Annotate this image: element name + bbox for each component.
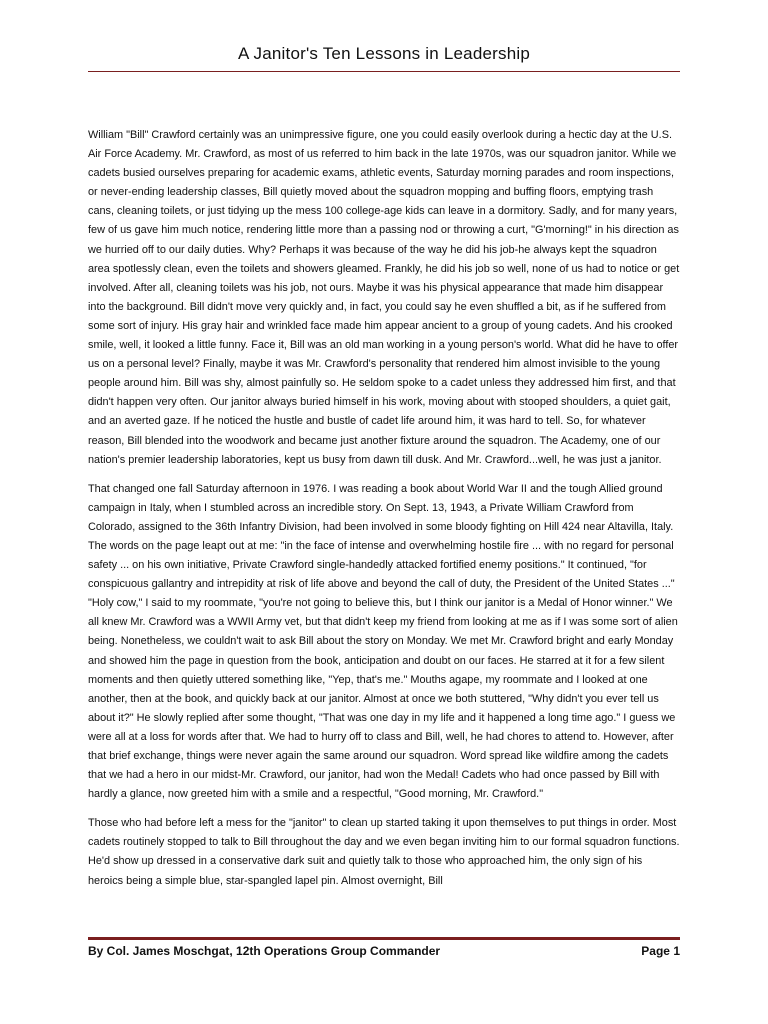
paragraph: That changed one fall Saturday afternoon in 1976. I was reading a book about World War II and the tough Allied ground campaign in Italy, when I stumbled across an incredible story. On Sept. 13, 1943, a Private William Crawford from Colorado, assigned to the 36th Infantry Division, had been involved in some bloody fighting on Hill 424 near Altavilla, Italy. The words on the page leapt out at me: "in the face of intense and overwhelming hostile fire ... with no regard for personal safety ... on his own initiative, Private Crawford single-handedly attacked fortified enemy positions." It continued, "for conspicuous gallantry and intrepidity at risk of life above and beyond the call of duty, the President of the United States ..." "Holy cow," I said to my roommate, "you're not going to believe this, but I think our janitor is a Medal of Honor winner." We all knew Mr. Crawford was a WWII Army vet, but that didn't keep my friend from looking at me as if I was some sort of alien being. Nonetheless, we couldn't wait to ask Bill about the story on Monday. We met Mr. Crawford bright and early Monday and showed him the page in question from the book, anticipation and doubt on our faces. He starred at it for a few silent moments and then quietly uttered something like, "Yep, that's me." Mouths agape, my roommate and I looked at one another, then at the book, and quickly back at our janitor. Almost at once we both stuttered, "Why didn't you ever tell us about it?" He slowly replied after some thought, "That was one day in my life and it happened a long time ago." I guess we were all at a loss for words after that. We had to hurry off to class and Bill, well, he had chores to attend to. However, after that brief exchange, things were never again the same around our squadron. Word spread like wildfire among the cadets that we had a hero in our midst-Mr. Crawford, our janitor, had won the Medal! Cadets who had once passed by Bill with hardly a glance, now greeted him with a smile and a respectful, "Good morning, Mr. Crawford." [88, 482, 678, 801]
page-title: A Janitor's Ten Lessons in Leadership [238, 44, 530, 63]
paragraph: William "Bill" Crawford certainly was an unimpressive figure, one you could easily overlook during a hectic day at the U.S. Air Force Academy. Mr. Crawford, as most of us referred to him back in the late 1970s, was our squadron janitor. While we cadets busied ourselves preparing for academic exams, athletic events, Saturday morning parades and room inspections, or never-ending leadership classes, Bill quietly moved about the squadron mopping and buffing floors, emptying trash cans, cleaning toilets, or just tidying up the mess 100 college-age kids can leave in a dormitory. Sadly, and for many years, few of us gave him much notice, rendering little more than a passing nod or throwing a curt, "G'morning!" in his direction as we hurried off to our daily duties. Why? Perhaps it was because of the way he did his job-he always kept the squadron area spotlessly clean, even the toilets and showers gleamed. Frankly, he did his job so well, none of us had to notice or get involved. After all, cleaning toilets was his job, not ours. Maybe it was his physical appearance that made him disappear into the background. Bill didn't move very quickly and, in fact, you could say he even shuffled a bit, as if he suffered from some sort of injury. His gray hair and wrinkled face made him appear ancient to a group of young cadets. And his crooked smile, well, it looked a little funny. Face it, Bill was an old man working in a young person's world. What did he have to offer us on a personal level? Finally, maybe it was Mr. Crawford's personality that rendered him almost invisible to the young people around him. Bill was shy, almost painfully so. He seldom spoke to a cadet unless they addressed him first, and that didn't happen very often. Our janitor always buried himself in his work, moving about with stooped shoulders, a quiet gait, and an averted gaze. If he noticed the hustle and bustle of cadet life around him, it was hard to tell. So, for whatever reason, Bill blended into the woodwork and became just another fixture around the squadron. The Academy, one of our nation's premier leadership laboratories, kept us busy from dawn till dusk. And Mr. Crawford...well, he was just a janitor. [88, 129, 680, 466]
article-body [88, 126, 680, 901]
paragraph: Those who had before left a mess for the "janitor" to clean up started taking it upon themselves to put things in order. Most cadets routinely stopped to talk to Bill throughout the day and we even began inviting him to our formal squadron functions. He'd show up dressed in a conservative dark suit and quietly talk to those who approached him, the only sign of his heroics being a simple blue, star-spangled lapel pin. Almost overnight, Bill [88, 817, 680, 887]
footer-author: By Col. James Moschgat, 12th Operations Group Commander [88, 944, 441, 958]
header-divider [88, 71, 680, 72]
page-number: Page 1 [641, 944, 680, 958]
footer-divider [88, 937, 680, 940]
